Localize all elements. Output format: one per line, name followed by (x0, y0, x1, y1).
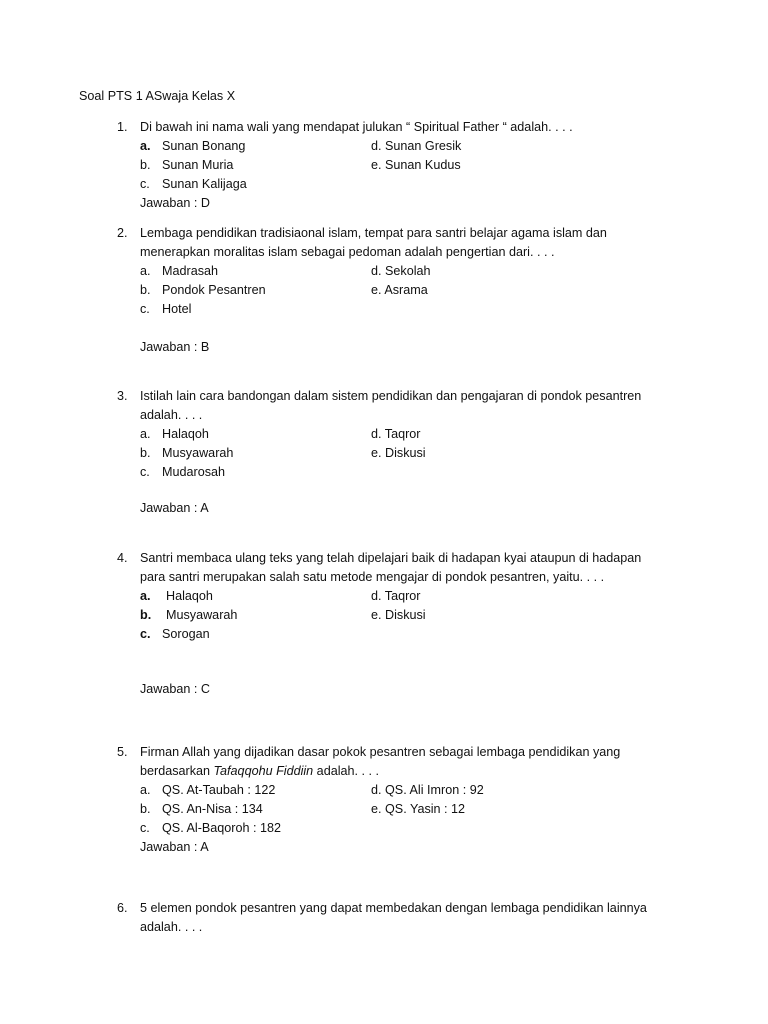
question-line: Firman Allah yang dijadikan dasar pokok pesantren sebagai lembaga pendidikan yang (140, 745, 621, 759)
document-title: Soal PTS 1 ASwaja Kelas X (79, 89, 236, 103)
question-line: menerapkan moralitas islam sebagai pedoman adalah pengertian dari. . . . (140, 245, 555, 259)
question-text (140, 224, 660, 262)
question-text (140, 899, 660, 937)
question-line: para santri merupakan salah satu metode mengajar di pondok pesantren, yaitu. . . . (140, 570, 605, 584)
option-c: c. Hotel (140, 302, 192, 316)
question-line: Santri membaca ulang teks yang telah dipelajari baik di hadapan kyai ataupun di hadapan (140, 551, 642, 565)
option-a: a. Sunan Bonang (140, 139, 246, 153)
option-b: b. QS. An-Nisa : 134 (140, 802, 263, 816)
option-b: b. Musyawarah (140, 446, 234, 460)
answer-text: Jawaban : A (140, 840, 209, 854)
option-e: e. Sunan Kudus (371, 158, 461, 172)
question-number: 4. (117, 551, 128, 565)
option-d: d. Sunan Gresik (371, 139, 462, 153)
option-b: b. Sunan Muria (140, 158, 234, 172)
question-number: 6. (117, 901, 128, 915)
option-d: d. QS. Ali Imron : 92 (371, 783, 484, 797)
option-e: e. Asrama (371, 283, 428, 297)
option-b: b. Musyawarah (140, 608, 238, 622)
option-d: d. Taqror (371, 589, 421, 603)
option-c: c. Sunan Kalijaga (140, 177, 247, 191)
option-a: a. Madrasah (140, 264, 219, 278)
question-text (140, 743, 660, 781)
question-number: 1. (117, 120, 128, 134)
answer-text: Jawaban : B (140, 340, 210, 354)
question-line: Di bawah ini nama wali yang mendapat julukan “ Spiritual Father “ adalah. . . . (140, 120, 573, 134)
option-c: c. Mudarosah (140, 465, 226, 479)
question-line: adalah. . . . (140, 920, 203, 934)
emphasis-term: Tafaqqohu Fiddiin (213, 764, 314, 778)
question-line: 5 elemen pondok pesantren yang dapat membedakan dengan lembaga pendidikan lainnya (140, 901, 647, 915)
option-c: c. QS. Al-Baqoroh : 182 (140, 821, 282, 835)
option-e: e. Diskusi (371, 608, 426, 622)
question-number: 3. (117, 389, 128, 403)
question-line: Istilah lain cara bandongan dalam sistem pendidikan dan pengajaran di pondok pesantren (140, 389, 642, 403)
option-a: a. Halaqoh (140, 589, 213, 603)
option-c: c. Sorogan (140, 627, 210, 641)
option-b: b. Pondok Pesantren (140, 283, 266, 297)
question-text (140, 118, 660, 137)
question-line: Lembaga pendidikan tradisiaonal islam, tempat para santri belajar agama islam dan (140, 226, 607, 240)
answer-text: Jawaban : D (140, 196, 211, 210)
question-text (140, 549, 660, 587)
option-e: e. Diskusi (371, 446, 426, 460)
option-a: a. Halaqoh (140, 427, 209, 441)
question-number: 5. (117, 745, 128, 759)
question-number: 2. (117, 226, 128, 240)
question-line: berdasarkan Tafaqqohu Fiddiin adalah. . . . (140, 764, 379, 778)
option-e: e. QS. Yasin : 12 (371, 802, 466, 816)
option-d: d. Taqror (371, 427, 421, 441)
answer-text: Jawaban : C (140, 682, 211, 696)
option-a: a. QS. At-Taubah : 122 (140, 783, 276, 797)
question-text (140, 387, 660, 425)
question-line: adalah. . . . (140, 408, 203, 422)
answer-text: Jawaban : A (140, 501, 209, 515)
option-d: d. Sekolah (371, 264, 431, 278)
